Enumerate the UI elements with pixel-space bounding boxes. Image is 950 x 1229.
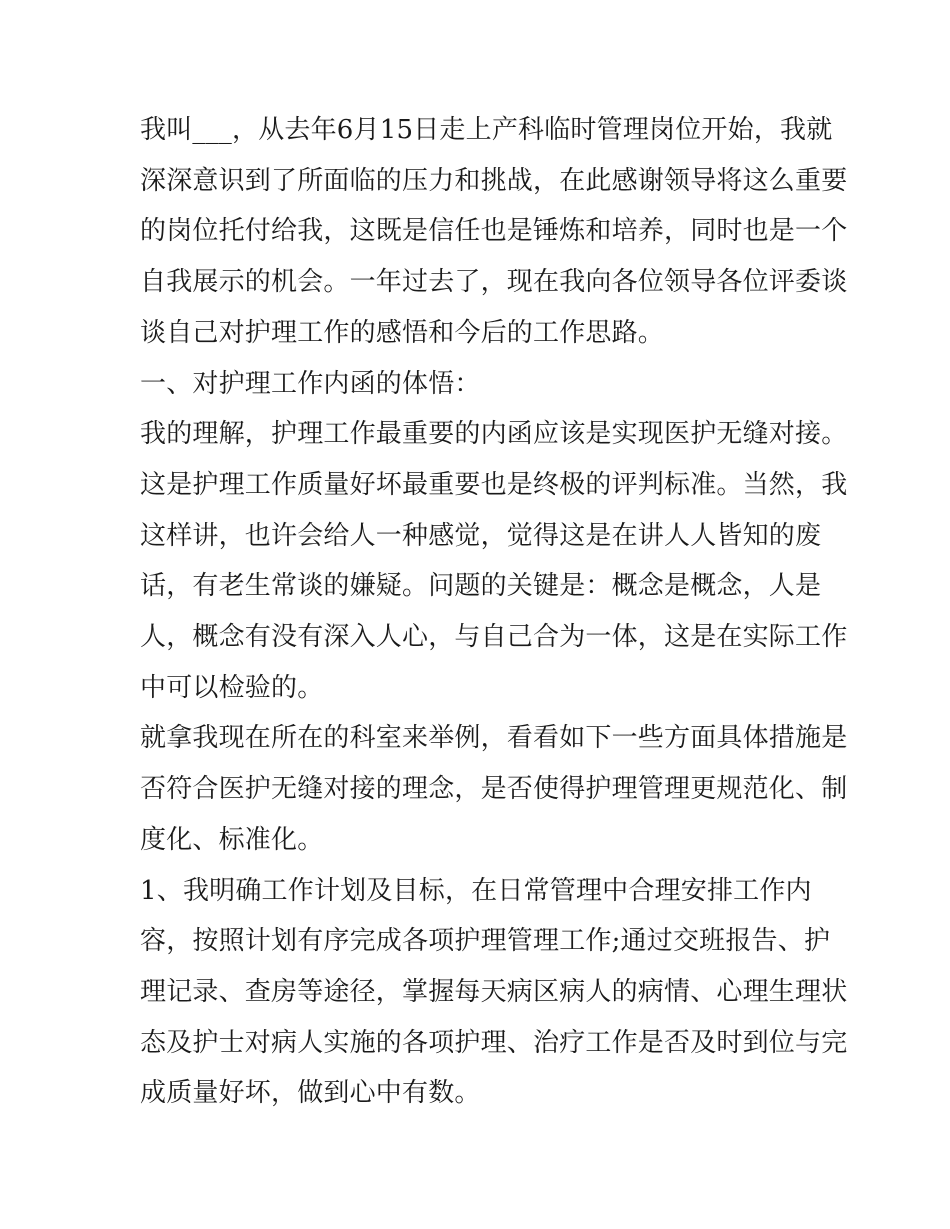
text-line: 人，概念有没有深入人心，与自己合为一体，这是在实际工作 xyxy=(140,622,848,653)
text-line: 这样讲，也许会给人一种感觉，觉得这是在讲人人皆知的废 xyxy=(140,520,822,551)
paragraph-example xyxy=(140,713,848,865)
text-line: 中可以检验的。 xyxy=(140,672,324,703)
text-line: 度化、标准化。 xyxy=(140,824,324,855)
text-line: 话，有老生常谈的嫌疑。问题的关键是：概念是概念，人是 xyxy=(140,571,822,602)
text-line: 一、对护理工作内函的体悟： xyxy=(140,368,481,399)
text-line: 否符合医护无缝对接的理念，是否使得护理管理更规范化、制 xyxy=(140,774,848,805)
text-line: 这是护理工作质量好坏最重要也是终极的评判标准。当然，我 xyxy=(140,469,848,500)
text-line: 自我展示的机会。一年过去了，现在我向各位领导各位评委谈 xyxy=(140,267,848,298)
text-line: 成质量好坏，做到心中有数。 xyxy=(140,1078,481,1109)
text-line: 我的理解，护理工作最重要的内函应该是实现医护无缝对接。 xyxy=(140,419,848,450)
paragraph-understanding xyxy=(140,409,848,713)
text-line: 态及护士对病人实施的各项护理、治疗工作是否及时到位与完 xyxy=(140,1027,848,1058)
text-line: 1、我明确工作计划及目标，在日常管理中合理安排工作内 xyxy=(140,875,812,906)
section-heading xyxy=(140,359,820,410)
text-line: 谈自己对护理工作的感悟和今后的工作思路。 xyxy=(140,317,665,348)
text-line: 理记录、查房等途径，掌握每天病区病人的病情、心理生理状 xyxy=(140,976,848,1007)
text-line: 深深意识到了所面临的压力和挑战，在此感谢领导将这么重要 xyxy=(140,165,848,196)
paragraph-intro xyxy=(140,105,848,359)
paragraph-item-1 xyxy=(140,866,848,1120)
text-line: 容，按照计划有序完成各项护理管理工作;通过交班报告、护 xyxy=(140,926,831,957)
text-line: 我叫___，从去年6月15日走上产科临时管理岗位开始，我就 xyxy=(140,115,833,145)
text-line: 的岗位托付给我，这既是信任也是锤炼和培养，同时也是一个 xyxy=(140,216,848,247)
document-body xyxy=(140,105,848,1119)
text-line: 就拿我现在所在的科室来举例，看看如下一些方面具体措施是 xyxy=(140,723,848,754)
